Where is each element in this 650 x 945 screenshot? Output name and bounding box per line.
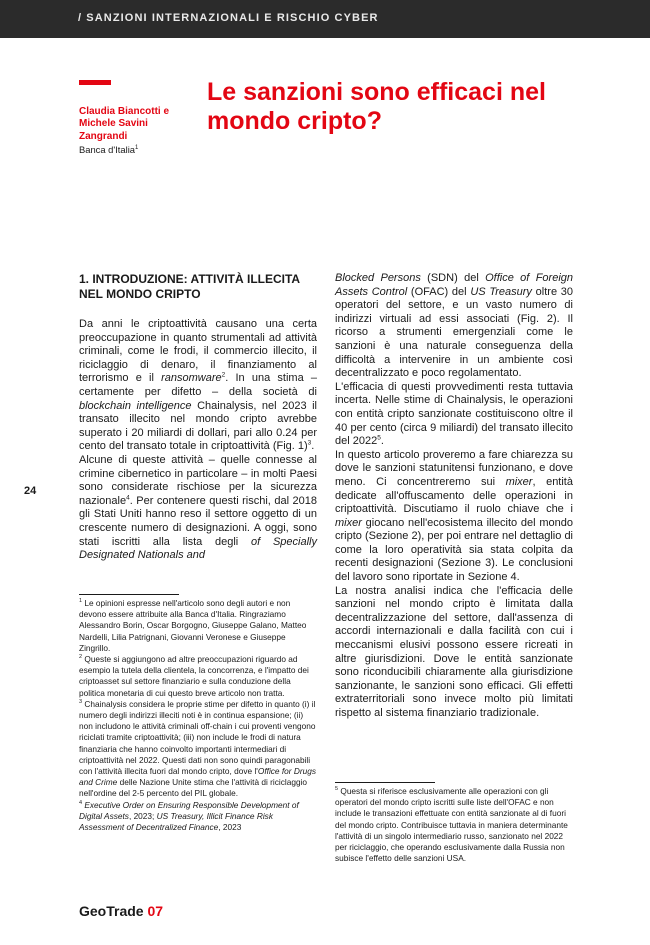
footnote-number: 2 xyxy=(79,654,83,661)
footnote-text-italic: US Treasury, Illicit Finance Risk Assessment of Decentralized Finance xyxy=(79,810,273,833)
body-column-right xyxy=(335,272,573,721)
footnote-text-italic: Executive Order on Ensuring Responsible Development of Digital Assets xyxy=(79,799,299,821)
footnote xyxy=(335,786,573,864)
text-run: oltre 30 operatori del settore, e un vasto numero di indirizzi virtuali ad essi associati (Fig. 2). Il ricorso a strumenti emergenziali come le sanzioni è una naturale conseguenza della difficoltà a intervenire in un ambiente così decentralizzato e poco regolamentato. xyxy=(335,285,574,380)
footnote-number: 5 xyxy=(335,786,339,793)
footnote xyxy=(79,699,317,800)
footnote-text: Le opinioni espresse nell'articolo sono degli autori e non devono essere attribuite alla Banca d'Italia. Ringraziamo Alessandro Borin, Oscar Borgogno, Giuseppe Galano, Matteo Nardelli, Lilia Patrignani, Giovanni Veronese e Giuseppe Zingrillo. xyxy=(79,598,307,653)
footnote-text: delle Nazione Unite stima che l'attività di riciclaggio nell'ordine del 2-5 percento del PIL globale. xyxy=(79,777,308,799)
footnotes-left xyxy=(79,598,317,833)
footnote-divider xyxy=(335,782,435,783)
footer-brand xyxy=(79,903,163,919)
footnote xyxy=(79,800,317,834)
text-run: Da anni le criptoattività causano una certa preoccupazione in quanto strumentali ad attività criminali, come le frodi, il commercio illecito, il riciclaggio di denaro, il finanziamento al terrorismo e il xyxy=(79,318,317,385)
section-header: / SANZIONI INTERNAZIONALI E RISCHIO CYBER xyxy=(78,12,379,24)
text-run: (SDN) del xyxy=(420,272,486,284)
text-run: . Per contenere questi rischi, dal 2018 gli Stati Uniti hanno reso il settore oggetto di un crescente numero di designazioni. A oggi, sono stati iscritti alla lista degli xyxy=(79,494,317,548)
paragraph xyxy=(335,272,573,381)
paragraph: La nostra analisi indica che l'efficacia delle sanzioni nel mondo cripto è limitata dalla decentralizzazione del settore, dall'assenza di accordi internazionali e dalla facilità con cui i meccanismi elusivi possono essere ricreati in altre giurisdizioni. Dove le entità sanzionate sono riconducibili chiaramente alla giurisdizione sanzionante, le sanzioni sono efficaci. Gli effetti extraterritoriali sono invece molto più limitati rispetto al sistema finanziario tradizionale. xyxy=(335,584,573,719)
text-run: giocano nell'ecosistema illecito del mondo cripto (Sezione 2), per poi entrare nel dettaglio di come la loro operatività sia stata colpita da recenti designazioni (Sezione 3). Le conclusioni del lavoro sono riportate in Sezione 4. xyxy=(335,516,573,584)
footnote-ref: 2 xyxy=(221,371,226,379)
text-run-italic: US Treasury xyxy=(470,285,532,298)
paragraph xyxy=(79,454,317,563)
footnote-text: , 2023 xyxy=(218,822,242,833)
text-run: (OFAC) del xyxy=(407,285,471,298)
text-run: L'efficacia di questi provvedimenti resta tuttavia incerta. Nelle stime di Chainalysis, le operazioni con entità cripto sanzionate costituiscono oltre il 40 per cento (circa 9 miliardi) del transato illecito del 2022 xyxy=(335,380,573,448)
paragraph xyxy=(335,381,573,449)
paragraph xyxy=(79,318,317,454)
footnote-ref: 4 xyxy=(126,494,130,502)
footnotes-right xyxy=(335,786,573,864)
text-run: In questo articolo proveremo a fare chiarezza su dove le sanzioni statunitensi funzionano, e dove meno. Ci concentreremo sui xyxy=(335,448,573,488)
text-run: , entità dedicate all'offuscamento delle operazioni in criptoattività. Discutiamo il ruolo chiave che i xyxy=(335,475,573,516)
paragraph xyxy=(335,449,573,585)
footnote-text-italic: Office for Drugs and Crime xyxy=(79,766,316,788)
footnote-text: , 2023; xyxy=(128,810,157,821)
section-header-bar xyxy=(0,0,650,38)
text-run-italic: mixer xyxy=(335,516,362,529)
affiliation-text: Banca d'Italia xyxy=(79,144,135,155)
text-run: Alcune di queste attività – quelle connesse al crimine cibernetico in particolare – in molti Paesi sono considerate rischiose per la sicurezza nazionale xyxy=(79,453,317,507)
footnote xyxy=(79,598,317,654)
body-column-left xyxy=(79,318,317,563)
text-run: . In una stima – certamente per difetto – della società di xyxy=(79,372,317,398)
text-run-italic: of Specially Designated Nationals and xyxy=(79,535,317,562)
affiliation-footnote-mark: 1 xyxy=(135,144,139,151)
footnote-divider xyxy=(79,594,179,595)
footnote-text: Questa si riferisce esclusivamente alle operazioni con gli operatori del mondo cripto iscritti sulle liste dell'OFAC e non include le transazioni effettuate con entità sanzionate al di fuori del mondo cripto. Contribuisce tuttavia in maniera determinante l'attività di un singolo intermediario russo, sanzionato nel 2022 per riciclaggio, che operando esclusivamente dalla Russia non subisce l'effetto delle sanzioni USA. xyxy=(335,786,568,864)
text-run: . xyxy=(380,435,384,448)
issue-number: 07 xyxy=(147,903,164,919)
text-run-italic: blockchain intelligence xyxy=(79,399,192,412)
footnote-ref: 5 xyxy=(377,434,381,442)
article-title: Le sanzioni sono efficaci nel mondo cripto? xyxy=(207,78,546,135)
footnote-number: 3 xyxy=(79,699,83,706)
text-run-italic: Office of Foreign Assets Control xyxy=(335,272,573,298)
footnote-number: 4 xyxy=(79,799,83,806)
footnote xyxy=(79,654,317,699)
text-run-italic: ransomware xyxy=(161,372,222,385)
page-number: 24 xyxy=(24,485,37,497)
footnote-number: 1 xyxy=(79,598,83,605)
section-heading: 1. INTRODUZIONE: ATTIVITÀ ILLECITA NEL MONDO CRIPTO xyxy=(79,272,300,301)
footnote-ref: 3 xyxy=(307,439,312,447)
text-run-italic: Blocked Persons xyxy=(335,272,421,284)
article-authors: Claudia Biancotti e Michele Savini Zangrandi xyxy=(79,106,170,142)
text-run: Chainalysis, nel 2023 il transato illecito nel mondo cripto avrebbe superato i 20 miliardi di dollari, pari allo 0.24 per cento del transato totale in criptoattività (Fig. 1) xyxy=(79,399,317,453)
brand-name: GeoTrade xyxy=(79,903,144,919)
footnote-text: Queste si aggiungono ad altre preoccupazioni riguardo ad esempio la tutela della clientela, la concorrenza, e l'impatto dei criptoasset sul settore finanziario e sulla conduzione della politica monetaria di cui questo breve articolo non tratta. xyxy=(79,654,309,698)
text-run-italic: mixer xyxy=(505,475,533,488)
footnote-text: Chainalysis considera le proprie stime per difetto in quanto (i) il numero degli indirizzi illeciti noti è in continua espansione; (ii) non includono le attività criminali off-chain i cui proventi vengono riciclati tramite criptoattività; (iii) non include le frodi di natura finanziaria che hanno coinvolto importanti intermediari di criptoattività nel 2022. Questi dati non sono quindi paragonabili con l'attività illecita fuori dal mondo cripto, dove l' xyxy=(79,698,316,777)
text-run: . xyxy=(311,440,315,453)
author-affiliation xyxy=(79,144,138,155)
accent-bar xyxy=(79,80,111,85)
